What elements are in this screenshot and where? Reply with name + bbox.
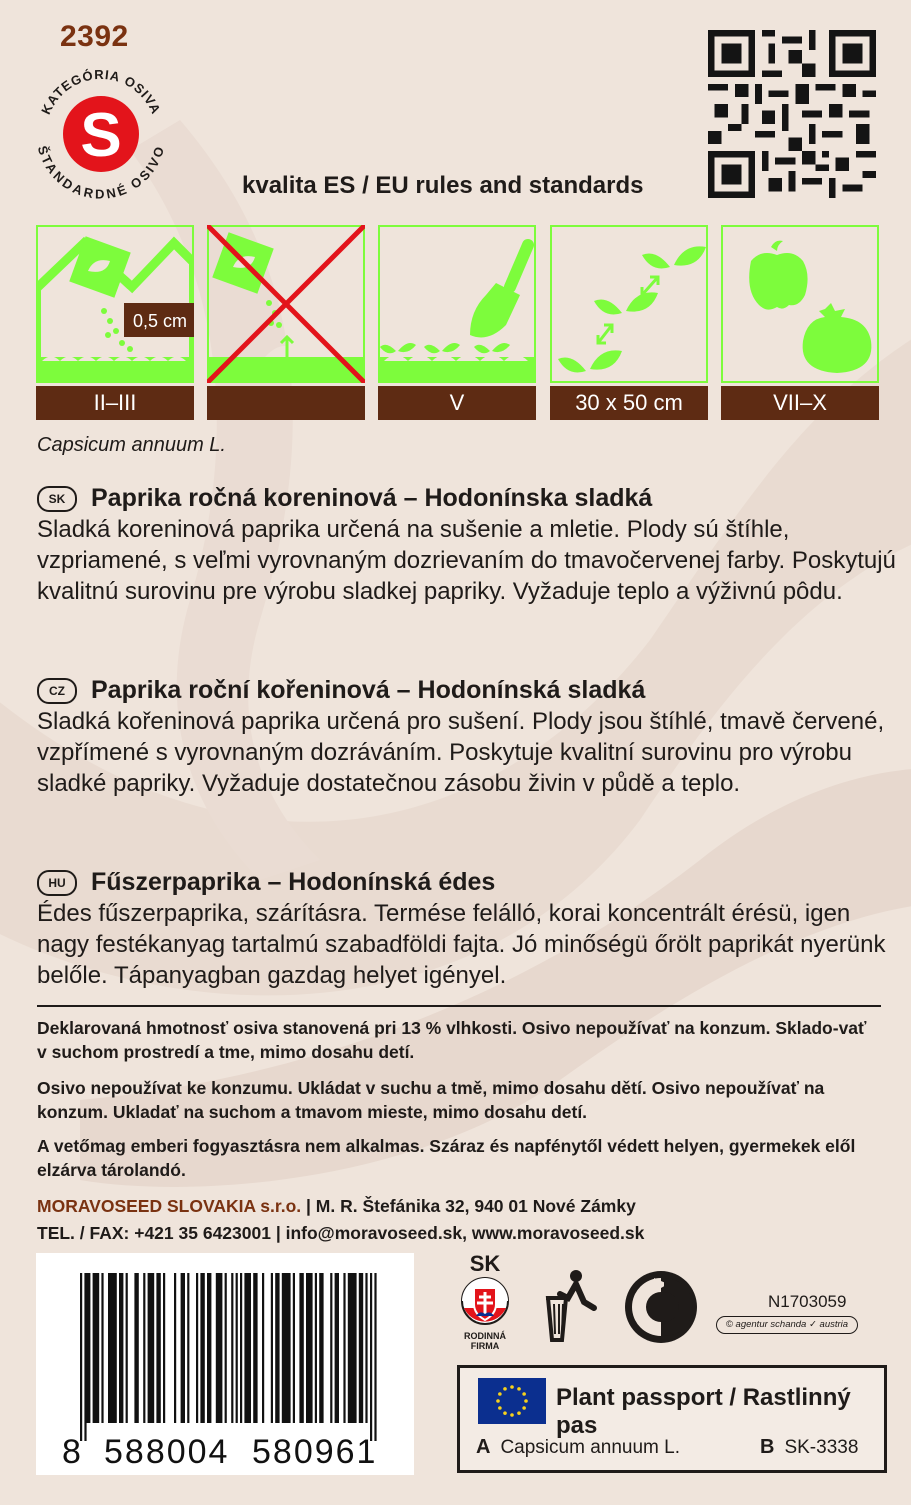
company-street: | M. R. Štefánika 32, 940 01 Nové Zámky (306, 1196, 636, 1216)
divider (37, 1005, 881, 1007)
harvest-pepper-tomato-icon (721, 225, 879, 383)
family-firm-line1: RODINNÁ (464, 1331, 506, 1341)
cz-storage-note: Osivo nepoužívat ke konzumu. Ukládat v suchu a tmě, mimo dosahu dětí. Osivo nepoužívať na konzum. Ukladať na suchom a tmavom mieste, mimo dosahu detí. (37, 1078, 825, 1122)
category-letter: S (80, 101, 122, 170)
cz-description: Sladká kořeninová paprika určená pro sušení. Plody jsou štíhlé, tmavě červené, vzpřímené s vyrovnaným dozráváním. Poskytuje kvalitní surovinu pro výrobu sladké papriky. Vyžaduje dostatečnou zásobu živin v půdě a teplo. (37, 708, 885, 797)
hu-title-text: Fűszerpaprika – Hodonínská édes (91, 868, 496, 896)
company-contact[interactable]: TEL. / FAX: +421 35 6423001 | info@moravoseed.sk, www.moravoseed.sk (37, 1223, 645, 1243)
hu-storage-note: A vetőmag emberi fogyasztásra nem alkalmas. Száraz és napfénytől védett helyen, gyermekek elől elzárva tárolandó. (37, 1136, 856, 1180)
sk-title-text: Paprika ročná koreninová – Hodonínska sladká (91, 484, 653, 512)
agency-label: © agentur schanda ✓ austria (716, 1316, 858, 1334)
passport-registration (760, 1436, 858, 1459)
sk-language-badge: SK (37, 486, 77, 512)
hu-language-badge: HU (37, 870, 77, 896)
eu-flag-icon (478, 1378, 546, 1424)
no-direct-sowing-caption (207, 386, 365, 420)
sk-section-title (37, 484, 652, 513)
plant-spacing-caption: 30 x 50 cm (550, 386, 708, 420)
passport-b-value: SK-3338 (784, 1437, 859, 1458)
company-name: MORAVOSEED SLOVAKIA s.r.o. (37, 1196, 302, 1216)
plant-spacing-icon (550, 225, 708, 383)
hu-description: Édes fűszerpaprika, szárításra. Termése felálló, korai koncentrált érésü, igen nagy festékanyag tartalmú szabadföldi fajta. Jó minőségü őrölt paprikát nyerünk belőle. Tápanyagban gazdag helyet igényel. (37, 900, 886, 989)
transplanting-trowel-icon (378, 225, 536, 383)
family-firm-line2: FIRMA (470, 1341, 500, 1351)
harvest-period-caption: VII–X (721, 386, 879, 420)
plant-passport-title: Plant passport / Rastlinný pas (556, 1384, 851, 1439)
sowing-in-tray-icon (36, 225, 194, 383)
hu-section-title (37, 868, 495, 897)
sk-description: Sladká koreninová paprika určená na sušenie a mletie. Plody sú štíhle, vzpriamené, s veľmi vyrovnaným dozrievaním do tmavočervenej farby. Poskytujú kvalitnú surovinu pre výrobu sladkej papriky. Vyžaduje teplo a výživnú pôdu. (37, 516, 896, 605)
green-dot-recycling-icon (624, 1270, 698, 1344)
quality-standard-text: kvalita ES / EU rules and standards (242, 172, 644, 199)
sk-storage-note: Deklarovaná hmotnosť osiva stanovená pri 13 % vlhkosti. Osivo nepoužívať na konzum. Sklado-vať v suchom prostredí a tme, mimo dosahu detí. (37, 1018, 867, 1062)
ean-barcode (36, 1253, 414, 1475)
cz-language-badge: CZ (37, 678, 77, 704)
category-bottom-text: ŠTANDARDNÉ OSIVO (34, 144, 168, 202)
cz-title-text: Paprika roční kořeninová – Hodonínská sladká (91, 676, 646, 704)
sk-logo-label: SK (469, 1251, 501, 1276)
cz-section-title (37, 676, 645, 705)
company-address (37, 1196, 636, 1217)
barcode-left-group: 588004 (104, 1433, 230, 1471)
latin-name: Capsicum annuum L. (37, 434, 226, 456)
lot-code: N1703059 (768, 1292, 847, 1311)
transplanting-month-caption: V (378, 386, 536, 420)
barcode-right-group: 580961 (252, 1433, 378, 1471)
qr-code-icon[interactable] (708, 30, 876, 198)
slovak-shield-icon (460, 1276, 510, 1326)
plant-passport-box (457, 1365, 887, 1473)
seed-category-badge (30, 62, 172, 204)
family-firm-logo (455, 1252, 515, 1352)
passport-a-label: A (476, 1436, 491, 1458)
passport-botanical-name (476, 1436, 680, 1459)
passport-b-label: B (760, 1436, 775, 1458)
sowing-depth-label: 0,5 cm (132, 311, 188, 331)
passport-a-value: Capsicum annuum L. (500, 1437, 680, 1458)
package-code: 2392 (60, 20, 129, 53)
sowing-period-caption: II–III (36, 386, 194, 420)
dispose-in-bin-icon (540, 1268, 604, 1342)
category-top-text: KATEGÓRIA OSIVA (38, 66, 164, 117)
no-direct-sowing-icon (207, 225, 365, 383)
barcode-first-digit: 8 (62, 1433, 83, 1471)
